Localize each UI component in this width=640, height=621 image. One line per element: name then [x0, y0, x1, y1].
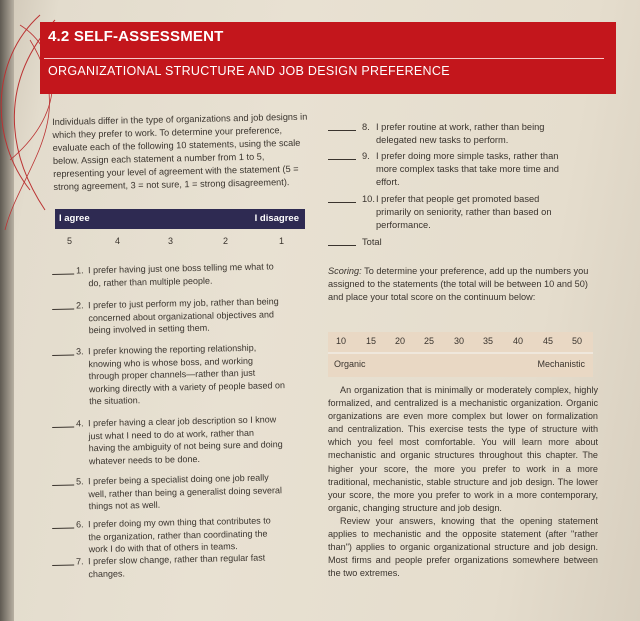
statement-line: I prefer to just perform my job, rather than being [88, 296, 279, 311]
continuum-tick: 25 [424, 336, 435, 346]
continuum-tick: 15 [366, 336, 377, 346]
statement-text [88, 514, 271, 555]
statement-number: 5. [76, 476, 84, 487]
continuum-organic-label: Organic [334, 359, 366, 369]
scoring-label: Scoring: [328, 266, 362, 276]
statement-line: I prefer having just one boss telling me what to [88, 261, 274, 276]
statement-line: whatever needs to be done. [88, 453, 201, 466]
statement-text [88, 471, 282, 513]
answer-blank[interactable] [328, 202, 356, 203]
answer-blank[interactable] [328, 130, 356, 131]
statement-line: knowing who is whose boss, and working [88, 355, 254, 369]
statement-number: 10. [362, 194, 375, 204]
statement-line: delegated new tasks to perform. [376, 135, 509, 145]
statement-number: 9. [362, 151, 370, 161]
statement-line: effort. [376, 177, 400, 187]
scale-value: 5 [67, 236, 73, 246]
statement-number: 4. [76, 418, 84, 429]
continuum-tick: 40 [513, 336, 524, 346]
statement-number: 3. [76, 346, 84, 357]
statement-line: through proper channels—rather than just [88, 367, 256, 382]
statement-item [52, 259, 317, 288]
intro-paragraph: Individuals differ in the type of organizations and job designs in which they prefer to work. To determine your preference, evaluate each of the following 10 statements, using the scale below. Assign each statement a number from 1 to 5, representing your level of agreement with the statement (5 = strong agreement, 3 = not sure, 1 = strong disagreement). [52, 111, 308, 192]
continuum-tick: 20 [395, 336, 406, 346]
statement-line: I prefer doing my own thing that contributes to [88, 515, 271, 530]
statement-text [376, 150, 559, 189]
statement-number: 1. [76, 265, 84, 276]
statement-number: 6. [76, 519, 84, 530]
statement-line: performance. [376, 220, 431, 230]
statement-line: I prefer being a specialist doing one job really [88, 472, 269, 487]
statement-item [52, 294, 317, 336]
statement-line: I prefer that people get promoted based [376, 194, 540, 204]
total-label: Total [362, 237, 382, 247]
section-title: 4.2 SELF-ASSESSMENT [48, 28, 224, 45]
statement-text [376, 121, 544, 147]
continuum-divider [328, 352, 593, 354]
banner-divider [44, 58, 604, 59]
score-continuum [328, 332, 593, 377]
scale-value: 2 [223, 236, 229, 246]
statement-line: primarily on seniority, rather than based on [376, 207, 552, 217]
statement-line: the situation. [89, 395, 141, 407]
scale-value: 4 [115, 236, 121, 246]
statement-line: I prefer slow change, rather than regular fast [88, 552, 266, 567]
statement-line: I prefer doing more simple tasks, rather than [376, 151, 559, 161]
continuum-mechanistic-label: Mechanistic [537, 359, 585, 369]
section-subtitle: ORGANIZATIONAL STRUCTURE AND JOB DESIGN PREFERENCE [48, 64, 450, 78]
statement-line: more complex tasks that take more time and [376, 164, 559, 174]
scoring-instructions [328, 265, 600, 305]
explanation-paragraph: Review your answers, knowing that the opening statement applies to mechanistic and the opposite statement (after "rather than") applies to organic organizational structure and job design. Most firms and people prefer organizations somewhere between the two extremes. [328, 515, 598, 579]
statement-line: work I do with that of others in teams. [88, 541, 238, 555]
statement-line: working directly with a variety of people based on [88, 379, 286, 394]
scale-left-label: I agree [59, 213, 90, 224]
statement-line: just what I need to do at work, rather than [88, 427, 255, 441]
statement-text [88, 260, 274, 289]
continuum-tick: 10 [336, 336, 347, 346]
statement-line: well, rather than being a generalist doing several [88, 484, 283, 499]
continuum-tick: 50 [572, 336, 583, 346]
statement-line: concerned about organizational objectives and [88, 308, 275, 323]
agreement-scale-bar [55, 209, 305, 229]
explanation-text [328, 384, 598, 580]
section-banner [40, 22, 616, 94]
continuum-tick: 45 [543, 336, 554, 346]
statement-line: do, rather than multiple people. [88, 275, 213, 288]
statement-line: I prefer knowing the reporting relationship, [88, 342, 257, 357]
scale-value: 1 [279, 236, 285, 246]
statement-text [88, 552, 266, 581]
statement-number: 2. [76, 300, 84, 311]
explanation-paragraph: An organization that is minimally or moderately complex, highly formalized, and centralized is a mechanistic organization. Organic organizations are even more complex but lower on formalization and centralization. This exercise tests the type of structure with which you feel most comfortable. You will learn more about mechanistic and organic structures throughout this chapter. The higher your score, the more you prefer to work in a more traditional, mechanistic, stable structure and job design. The lower your score, the more you prefer to work in a more contemporary, organic, changing structure and job design. [328, 385, 598, 513]
statement-line: being involved in setting them. [88, 322, 210, 336]
statement-line: the organization, rather than coordinating the [88, 527, 268, 542]
statement-number: 7. [76, 556, 84, 567]
statement-item [52, 513, 317, 555]
statement-text [376, 193, 552, 232]
statement-item [52, 412, 317, 466]
statement-line: I prefer routine at work, rather than being [376, 122, 545, 132]
continuum-tick: 30 [454, 336, 465, 346]
statement-number: 8. [362, 122, 370, 132]
scale-value: 3 [168, 236, 174, 246]
scoring-text: To determine your preference, add up the numbers you assigned to the statements (the total will be between 10 and 50) and place your total score on the continuum below: [328, 266, 589, 303]
statement-text [88, 341, 285, 408]
statement-line: things not as well. [88, 499, 161, 512]
scale-right-label: I disagree [254, 213, 299, 224]
statement-line: I prefer having a clear job description so I know [88, 414, 277, 429]
statement-line: changes. [88, 567, 126, 579]
statement-item [52, 470, 317, 512]
continuum-tick: 35 [483, 336, 494, 346]
statement-item [52, 340, 317, 407]
statement-line: having the ambiguity of not being sure and doing [88, 439, 283, 454]
statement-text [88, 295, 279, 336]
statement-text [88, 413, 283, 467]
answer-blank[interactable] [328, 159, 356, 160]
total-blank[interactable] [328, 245, 356, 246]
